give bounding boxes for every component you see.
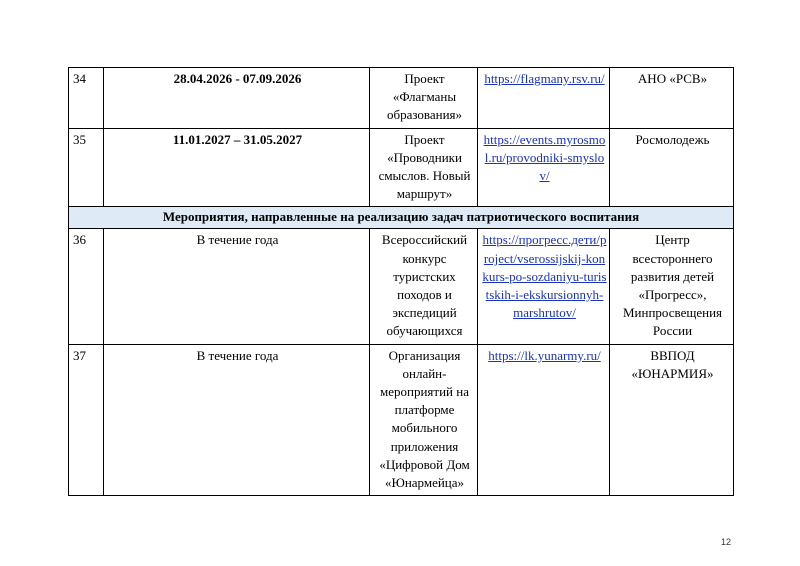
event-organizer: Росмолодежь xyxy=(610,128,734,207)
event-organizer: ВВПОД «ЮНАРМИЯ» xyxy=(610,344,734,496)
section-title: Мероприятия, направленные на реализацию задач патриотического воспитания xyxy=(69,207,734,229)
event-link[interactable]: https://flagmany.rsv.ru/ xyxy=(484,71,605,86)
event-organizer: Центр всестороннего развития детей «Прогресс», Минпросвещения России xyxy=(610,229,734,344)
event-name: Всероссийский конкурс туристских походов и экспедиций обучающихся xyxy=(370,229,478,344)
section-header-row xyxy=(69,207,734,229)
row-number: 36 xyxy=(69,229,104,344)
event-dates: 28.04.2026 - 07.09.2026 xyxy=(104,68,370,129)
event-link[interactable]: https://events.myrosmol.ru/provodniki-smyslov/ xyxy=(483,131,606,184)
event-name: Проект «Проводники смыслов. Новый маршрут» xyxy=(370,128,478,207)
event-dates: В течение года xyxy=(104,229,370,344)
event-link-cell xyxy=(478,68,610,129)
event-link[interactable]: https://lk.yunarmy.ru/ xyxy=(488,347,601,363)
event-link-cell xyxy=(478,128,610,207)
event-dates: В течение года xyxy=(104,344,370,496)
row-number: 35 xyxy=(69,128,104,207)
event-name: Организация онлайн-мероприятий на платформе мобильного приложения «Цифровой Дом «Юнармейца» xyxy=(370,344,478,496)
event-link[interactable]: https://прогресс.дети/project/vserossijskij-konkurs-po-sozdaniyu-turistskih-i-ekskursionnyh-marshrutov/ xyxy=(482,232,607,321)
event-name: Проект «Флагманы образования» xyxy=(370,68,478,129)
event-dates: 11.01.2027 – 31.05.2027 xyxy=(104,128,370,207)
event-link-cell xyxy=(478,229,610,344)
table-row xyxy=(69,229,734,344)
event-organizer: АНО «РСВ» xyxy=(610,68,734,129)
event-link-cell xyxy=(478,344,610,496)
page-number: 12 xyxy=(720,537,731,547)
events-table xyxy=(68,67,734,496)
table-row xyxy=(69,128,734,207)
table-row xyxy=(69,344,734,496)
row-number: 37 xyxy=(69,344,104,496)
row-number: 34 xyxy=(69,68,104,129)
table-row xyxy=(69,68,734,129)
